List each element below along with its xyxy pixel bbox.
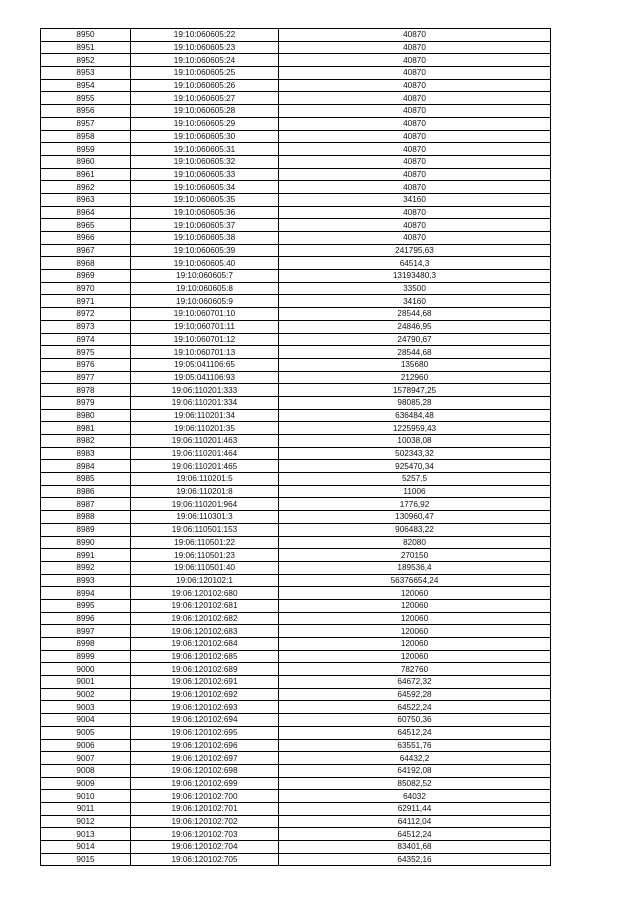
cadastral-number-cell: 19:06:120102:694 (131, 714, 279, 727)
value-cell: 64352,16 (279, 853, 551, 866)
value-cell: 64522,24 (279, 701, 551, 714)
row-number-cell: 8951 (41, 41, 131, 54)
table-row (41, 612, 551, 625)
cadastral-number-cell: 19:10:060605:9 (131, 295, 279, 308)
table-row (41, 549, 551, 562)
value-cell: 40870 (279, 206, 551, 219)
value-cell: 120060 (279, 650, 551, 663)
cadastral-number-cell: 19:10:060605:7 (131, 270, 279, 283)
row-number-cell: 8958 (41, 130, 131, 143)
table-row (41, 574, 551, 587)
table-row (41, 117, 551, 130)
cadastral-number-cell: 19:10:060701:11 (131, 320, 279, 333)
cadastral-number-cell: 19:06:120102:697 (131, 752, 279, 765)
table-row (41, 257, 551, 270)
value-cell: 34160 (279, 193, 551, 206)
row-number-cell: 8957 (41, 117, 131, 130)
value-cell: 40870 (279, 155, 551, 168)
table-row (41, 701, 551, 714)
row-number-cell: 8981 (41, 422, 131, 435)
cadastral-number-cell: 19:06:120102:1 (131, 574, 279, 587)
table-row (41, 422, 551, 435)
table-row (41, 282, 551, 295)
value-cell: 13193480,3 (279, 270, 551, 283)
value-cell: 64512,24 (279, 726, 551, 739)
table-row (41, 295, 551, 308)
value-cell: 906483,22 (279, 523, 551, 536)
table-row (41, 155, 551, 168)
table-row (41, 764, 551, 777)
value-cell: 34160 (279, 295, 551, 308)
value-cell: 56376654,24 (279, 574, 551, 587)
table-row (41, 67, 551, 80)
value-cell: 64672,32 (279, 676, 551, 689)
table-row (41, 219, 551, 232)
row-number-cell: 8967 (41, 244, 131, 257)
cadastral-number-cell: 19:05:041106:93 (131, 371, 279, 384)
cadastral-number-cell: 19:06:110501:23 (131, 549, 279, 562)
value-cell: 120060 (279, 587, 551, 600)
cadastral-number-cell: 19:06:120102:703 (131, 828, 279, 841)
table-row (41, 168, 551, 181)
table-row (41, 206, 551, 219)
value-cell: 636484,48 (279, 409, 551, 422)
value-cell: 24790,67 (279, 333, 551, 346)
row-number-cell: 8995 (41, 599, 131, 612)
table-row (41, 320, 551, 333)
value-cell: 40870 (279, 54, 551, 67)
cadastral-number-cell: 19:10:060605:23 (131, 41, 279, 54)
table-row (41, 663, 551, 676)
table-row (41, 853, 551, 866)
cadastral-number-cell: 19:06:120102:705 (131, 853, 279, 866)
row-number-cell: 8974 (41, 333, 131, 346)
row-number-cell: 8972 (41, 308, 131, 321)
row-number-cell: 9000 (41, 663, 131, 676)
row-number-cell: 8971 (41, 295, 131, 308)
value-cell: 270150 (279, 549, 551, 562)
value-cell: 64032 (279, 790, 551, 803)
cadastral-number-cell: 19:06:120102:682 (131, 612, 279, 625)
cadastral-number-cell: 19:10:060605:32 (131, 155, 279, 168)
table-row (41, 511, 551, 524)
value-cell: 63551,76 (279, 739, 551, 752)
table-row (41, 726, 551, 739)
cadastral-number-cell: 19:06:110201:465 (131, 460, 279, 473)
table-row (41, 193, 551, 206)
value-cell: 189536,4 (279, 561, 551, 574)
value-cell: 98085,28 (279, 396, 551, 409)
table-row (41, 29, 551, 42)
row-number-cell: 8976 (41, 358, 131, 371)
table-row (41, 599, 551, 612)
row-number-cell: 8964 (41, 206, 131, 219)
value-cell: 40870 (279, 219, 551, 232)
value-cell: 241795,63 (279, 244, 551, 257)
cadastral-number-cell: 19:10:060605:33 (131, 168, 279, 181)
table-row (41, 714, 551, 727)
table-row (41, 308, 551, 321)
table-row (41, 409, 551, 422)
value-cell: 40870 (279, 143, 551, 156)
cadastral-number-cell: 19:06:120102:701 (131, 802, 279, 815)
cadastral-number-cell: 19:06:110201:964 (131, 498, 279, 511)
row-number-cell: 9002 (41, 688, 131, 701)
row-number-cell: 9015 (41, 853, 131, 866)
value-cell: 40870 (279, 67, 551, 80)
row-number-cell: 9011 (41, 802, 131, 815)
table-row (41, 752, 551, 765)
row-number-cell: 8968 (41, 257, 131, 270)
row-number-cell: 8987 (41, 498, 131, 511)
value-cell: 62911,44 (279, 802, 551, 815)
table-row (41, 777, 551, 790)
row-number-cell: 8973 (41, 320, 131, 333)
row-number-cell: 8991 (41, 549, 131, 562)
value-cell: 212960 (279, 371, 551, 384)
cadastral-number-cell: 19:06:110501:153 (131, 523, 279, 536)
cadastral-number-cell: 19:10:060701:10 (131, 308, 279, 321)
value-cell: 782760 (279, 663, 551, 676)
value-cell: 40870 (279, 130, 551, 143)
value-cell: 1578947,25 (279, 384, 551, 397)
table-row (41, 105, 551, 118)
value-cell: 925470,34 (279, 460, 551, 473)
row-number-cell: 8997 (41, 625, 131, 638)
table-row (41, 130, 551, 143)
value-cell: 5257,5 (279, 473, 551, 486)
value-cell: 64514,3 (279, 257, 551, 270)
row-number-cell: 9010 (41, 790, 131, 803)
row-number-cell: 9012 (41, 815, 131, 828)
value-cell: 40870 (279, 29, 551, 42)
row-number-cell: 9008 (41, 764, 131, 777)
row-number-cell: 8996 (41, 612, 131, 625)
cadastral-number-cell: 19:10:060605:38 (131, 232, 279, 245)
value-cell: 40870 (279, 105, 551, 118)
table-row (41, 828, 551, 841)
row-number-cell: 8965 (41, 219, 131, 232)
cadastral-number-cell: 19:10:060605:36 (131, 206, 279, 219)
cadastral-number-cell: 19:10:060605:22 (131, 29, 279, 42)
row-number-cell: 8954 (41, 79, 131, 92)
table-row (41, 790, 551, 803)
cadastral-number-cell: 19:06:110201:35 (131, 422, 279, 435)
value-cell: 64192,08 (279, 764, 551, 777)
value-cell: 135680 (279, 358, 551, 371)
row-number-cell: 8992 (41, 561, 131, 574)
table-row (41, 92, 551, 105)
table-row (41, 396, 551, 409)
cadastral-number-cell: 19:06:120102:685 (131, 650, 279, 663)
cadastral-number-cell: 19:06:120102:683 (131, 625, 279, 638)
table-row (41, 625, 551, 638)
row-number-cell: 8950 (41, 29, 131, 42)
table-row (41, 638, 551, 651)
value-cell: 33500 (279, 282, 551, 295)
value-cell: 10038,08 (279, 435, 551, 448)
cadastral-number-cell: 19:10:060605:30 (131, 130, 279, 143)
table-row (41, 498, 551, 511)
value-cell: 40870 (279, 181, 551, 194)
value-cell: 120060 (279, 612, 551, 625)
table-row (41, 181, 551, 194)
value-cell: 64432,2 (279, 752, 551, 765)
value-cell: 40870 (279, 79, 551, 92)
value-cell: 40870 (279, 41, 551, 54)
value-cell: 40870 (279, 92, 551, 105)
table-row (41, 435, 551, 448)
value-cell: 120060 (279, 599, 551, 612)
data-table (40, 28, 551, 866)
cadastral-number-cell: 19:10:060605:27 (131, 92, 279, 105)
cadastral-number-cell: 19:06:120102:698 (131, 764, 279, 777)
cadastral-number-cell: 19:06:110201:463 (131, 435, 279, 448)
row-number-cell: 8966 (41, 232, 131, 245)
table-row (41, 232, 551, 245)
value-cell: 83401,68 (279, 841, 551, 854)
cadastral-number-cell: 19:06:110301:3 (131, 511, 279, 524)
row-number-cell: 9001 (41, 676, 131, 689)
row-number-cell: 8979 (41, 396, 131, 409)
table-row (41, 841, 551, 854)
row-number-cell: 8961 (41, 168, 131, 181)
value-cell: 502343,32 (279, 447, 551, 460)
cadastral-number-cell: 19:06:110201:334 (131, 396, 279, 409)
value-cell: 28544,68 (279, 308, 551, 321)
cadastral-number-cell: 19:10:060605:26 (131, 79, 279, 92)
cadastral-number-cell: 19:06:110501:40 (131, 561, 279, 574)
cadastral-number-cell: 19:06:120102:699 (131, 777, 279, 790)
row-number-cell: 8990 (41, 536, 131, 549)
cadastral-number-cell: 19:06:120102:704 (131, 841, 279, 854)
value-cell: 40870 (279, 168, 551, 181)
row-number-cell: 8989 (41, 523, 131, 536)
row-number-cell: 8983 (41, 447, 131, 460)
value-cell: 1776,92 (279, 498, 551, 511)
cadastral-number-cell: 19:10:060605:25 (131, 67, 279, 80)
row-number-cell: 8960 (41, 155, 131, 168)
table-row (41, 460, 551, 473)
table-row (41, 346, 551, 359)
row-number-cell: 9009 (41, 777, 131, 790)
value-cell: 64112,04 (279, 815, 551, 828)
table-row (41, 802, 551, 815)
table-row (41, 371, 551, 384)
cadastral-number-cell: 19:06:120102:689 (131, 663, 279, 676)
cadastral-number-cell: 19:10:060605:31 (131, 143, 279, 156)
cadastral-number-cell: 19:06:120102:680 (131, 587, 279, 600)
cadastral-number-cell: 19:10:060605:39 (131, 244, 279, 257)
row-number-cell: 8999 (41, 650, 131, 663)
table-row (41, 815, 551, 828)
value-cell: 82080 (279, 536, 551, 549)
row-number-cell: 8956 (41, 105, 131, 118)
table-body (41, 29, 551, 866)
value-cell: 120060 (279, 625, 551, 638)
cadastral-number-cell: 19:10:060605:34 (131, 181, 279, 194)
cadastral-number-cell: 19:10:060605:28 (131, 105, 279, 118)
cadastral-number-cell: 19:06:120102:696 (131, 739, 279, 752)
row-number-cell: 8978 (41, 384, 131, 397)
table-row (41, 473, 551, 486)
table-row (41, 270, 551, 283)
table-row (41, 650, 551, 663)
cadastral-number-cell: 19:06:120102:695 (131, 726, 279, 739)
value-cell: 24846,95 (279, 320, 551, 333)
row-number-cell: 8986 (41, 485, 131, 498)
row-number-cell: 8980 (41, 409, 131, 422)
row-number-cell: 9004 (41, 714, 131, 727)
row-number-cell: 8998 (41, 638, 131, 651)
cadastral-number-cell: 19:06:110201:333 (131, 384, 279, 397)
value-cell: 40870 (279, 117, 551, 130)
row-number-cell: 8969 (41, 270, 131, 283)
row-number-cell: 8994 (41, 587, 131, 600)
value-cell: 11006 (279, 485, 551, 498)
row-number-cell: 8985 (41, 473, 131, 486)
value-cell: 85082,52 (279, 777, 551, 790)
cadastral-number-cell: 19:06:120102:693 (131, 701, 279, 714)
cadastral-number-cell: 19:06:120102:691 (131, 676, 279, 689)
cadastral-number-cell: 19:06:110201:5 (131, 473, 279, 486)
table-row (41, 676, 551, 689)
cadastral-number-cell: 19:10:060605:29 (131, 117, 279, 130)
table-row (41, 485, 551, 498)
row-number-cell: 8975 (41, 346, 131, 359)
row-number-cell: 9006 (41, 739, 131, 752)
table-row (41, 79, 551, 92)
value-cell: 64592,28 (279, 688, 551, 701)
row-number-cell: 9013 (41, 828, 131, 841)
table-row (41, 41, 551, 54)
cadastral-number-cell: 19:06:110201:8 (131, 485, 279, 498)
table-row (41, 688, 551, 701)
value-cell: 60750,36 (279, 714, 551, 727)
row-number-cell: 8984 (41, 460, 131, 473)
cadastral-number-cell: 19:06:120102:692 (131, 688, 279, 701)
cadastral-number-cell: 19:10:060701:12 (131, 333, 279, 346)
value-cell: 40870 (279, 232, 551, 245)
table-row (41, 561, 551, 574)
value-cell: 64512,24 (279, 828, 551, 841)
cadastral-number-cell: 19:05:041106:65 (131, 358, 279, 371)
table-row (41, 143, 551, 156)
cadastral-number-cell: 19:06:110501:22 (131, 536, 279, 549)
value-cell: 120060 (279, 638, 551, 651)
table-row (41, 523, 551, 536)
row-number-cell: 8993 (41, 574, 131, 587)
row-number-cell: 8955 (41, 92, 131, 105)
row-number-cell: 8953 (41, 67, 131, 80)
row-number-cell: 9007 (41, 752, 131, 765)
row-number-cell: 8982 (41, 435, 131, 448)
cadastral-number-cell: 19:06:120102:700 (131, 790, 279, 803)
table-row (41, 333, 551, 346)
cadastral-number-cell: 19:06:110201:34 (131, 409, 279, 422)
value-cell: 28544,68 (279, 346, 551, 359)
table-row (41, 536, 551, 549)
cadastral-number-cell: 19:06:120102:684 (131, 638, 279, 651)
row-number-cell: 8952 (41, 54, 131, 67)
cadastral-number-cell: 19:10:060605:35 (131, 193, 279, 206)
cadastral-number-cell: 19:10:060605:40 (131, 257, 279, 270)
cadastral-number-cell: 19:10:060605:8 (131, 282, 279, 295)
table-row (41, 587, 551, 600)
row-number-cell: 8959 (41, 143, 131, 156)
row-number-cell: 8970 (41, 282, 131, 295)
row-number-cell: 9003 (41, 701, 131, 714)
cadastral-number-cell: 19:06:120102:702 (131, 815, 279, 828)
row-number-cell: 8988 (41, 511, 131, 524)
value-cell: 130960,47 (279, 511, 551, 524)
row-number-cell: 8963 (41, 193, 131, 206)
row-number-cell: 9014 (41, 841, 131, 854)
cadastral-number-cell: 19:06:120102:681 (131, 599, 279, 612)
value-cell: 1225959,43 (279, 422, 551, 435)
cadastral-number-cell: 19:10:060605:24 (131, 54, 279, 67)
table-row (41, 244, 551, 257)
row-number-cell: 9005 (41, 726, 131, 739)
cadastral-number-cell: 19:10:060605:37 (131, 219, 279, 232)
table-row (41, 384, 551, 397)
cadastral-number-cell: 19:10:060701:13 (131, 346, 279, 359)
row-number-cell: 8977 (41, 371, 131, 384)
row-number-cell: 8962 (41, 181, 131, 194)
table-row (41, 54, 551, 67)
table-row (41, 739, 551, 752)
table-row (41, 447, 551, 460)
table-row (41, 358, 551, 371)
cadastral-number-cell: 19:06:110201:464 (131, 447, 279, 460)
